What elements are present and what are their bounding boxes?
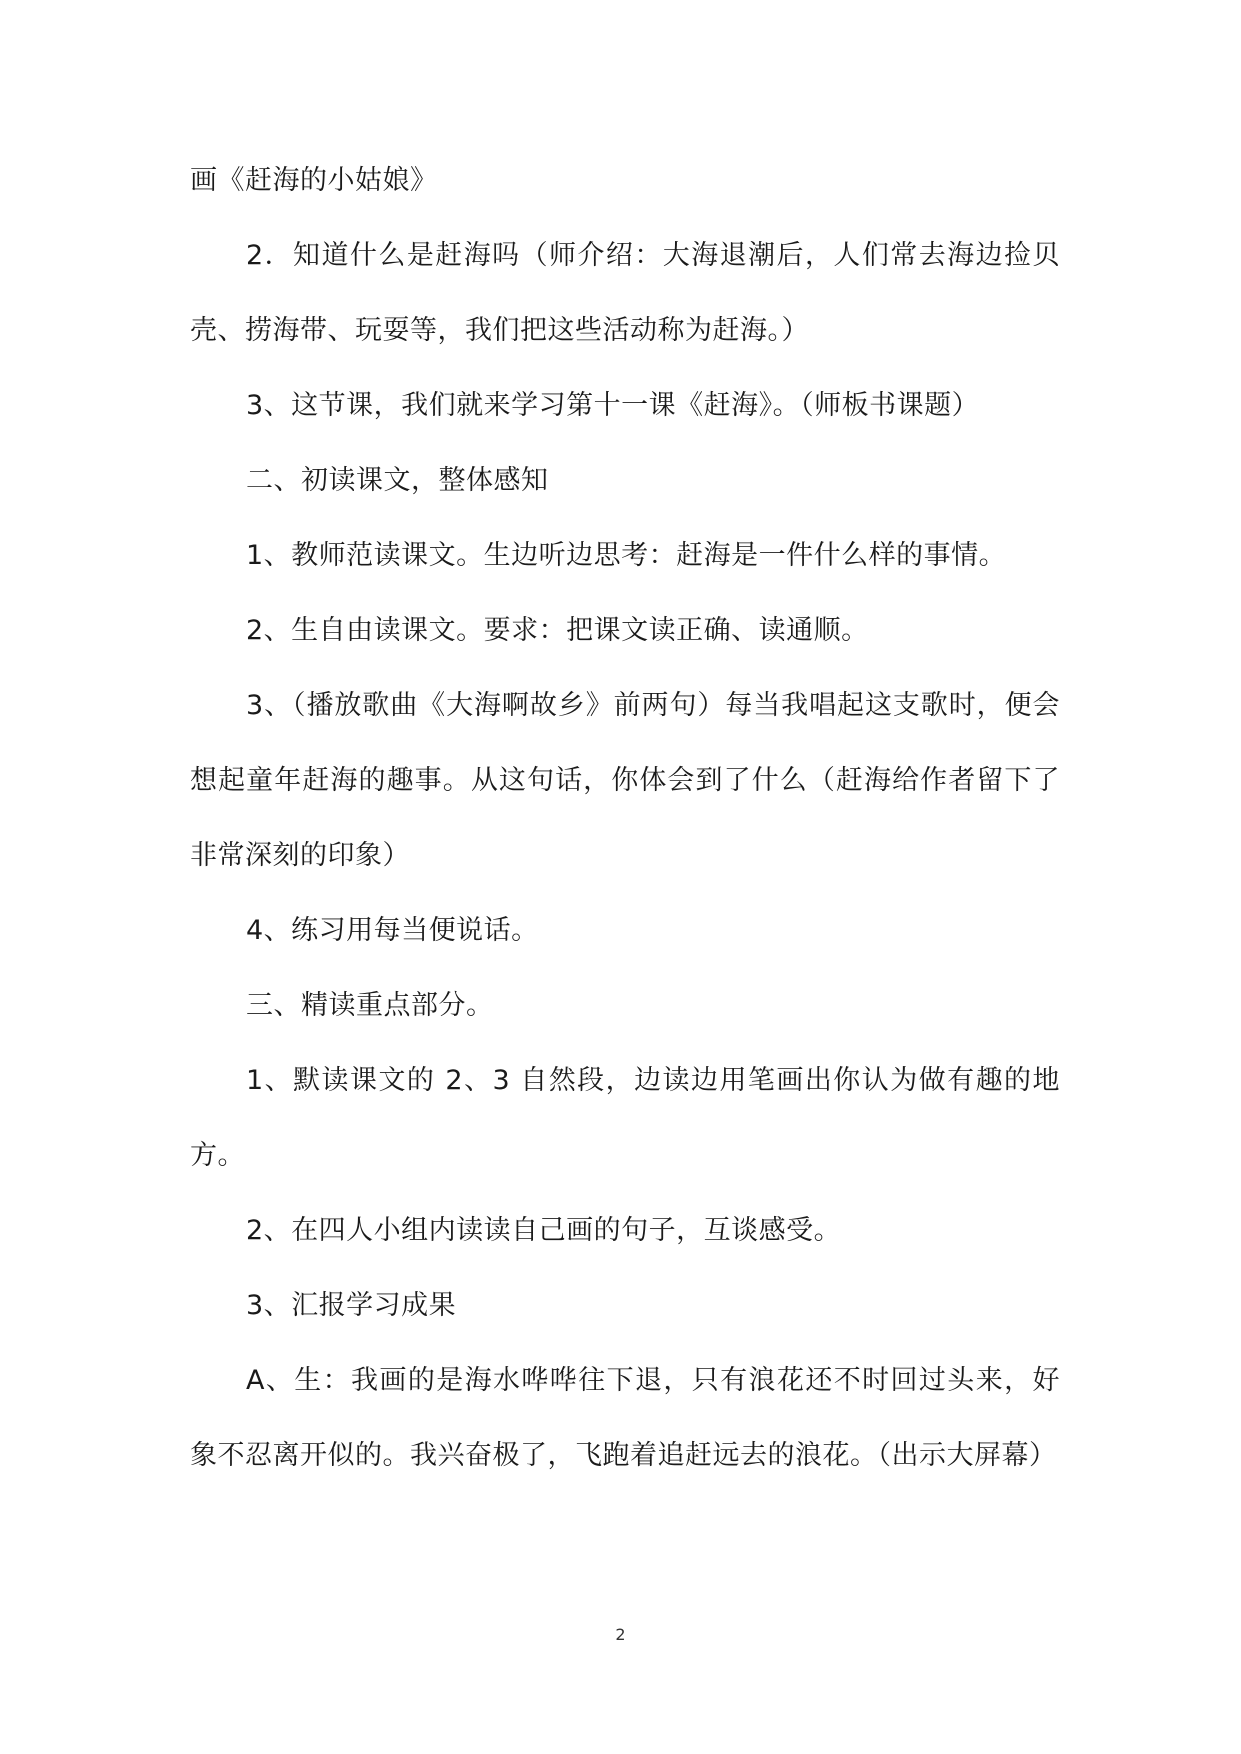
section-heading: 三、精读重点部分。 <box>246 990 494 1021</box>
paragraph: 4、练习用每当便说话。 <box>246 915 539 946</box>
paragraph: 3、（播放歌曲《大海啊故乡》前两句）每当我唱起这支歌时，便会想起童年赶海的趣事。从这句话，你体会到了什么（赶海给作者留下了非常深刻的印象） <box>190 690 1060 871</box>
paragraph: 2、在四人小组内读读自己画的句子，互谈感受。 <box>246 1215 842 1246</box>
paragraph: 2．知道什么是赶海吗（师介绍：大海退潮后，人们常去海边捡贝壳、捞海带、玩耍等，我们把这些活动称为赶海。） <box>190 240 1060 346</box>
paragraph: 3、这节课，我们就来学习第十一课《赶海》。（师板书课题） <box>246 390 980 421</box>
page-number: 2 <box>615 1625 626 1644</box>
paragraph: 1、教师范读课文。生边听边思考：赶海是一件什么样的事情。 <box>246 540 1007 571</box>
paragraph: 1、默读课文的 2、3 自然段，边读边用笔画出你认为做有趣的地方。 <box>190 1065 1060 1171</box>
paragraph: 3、汇报学习成果 <box>246 1290 457 1321</box>
paragraph: A、生：我画的是海水哗哗往下退，只有浪花还不时回过头来，好象不忍离开似的。我兴奋极了，飞跑着追赶远去的浪花。（出示大屏幕） <box>190 1365 1060 1471</box>
paragraph: 画《赶海的小姑娘》 <box>190 165 438 196</box>
document-body <box>190 143 1060 1493</box>
section-heading: 二、初读课文，整体感知 <box>246 465 549 496</box>
paragraph: 2、生自由读课文。要求：把课文读正确、读通顺。 <box>246 615 869 646</box>
